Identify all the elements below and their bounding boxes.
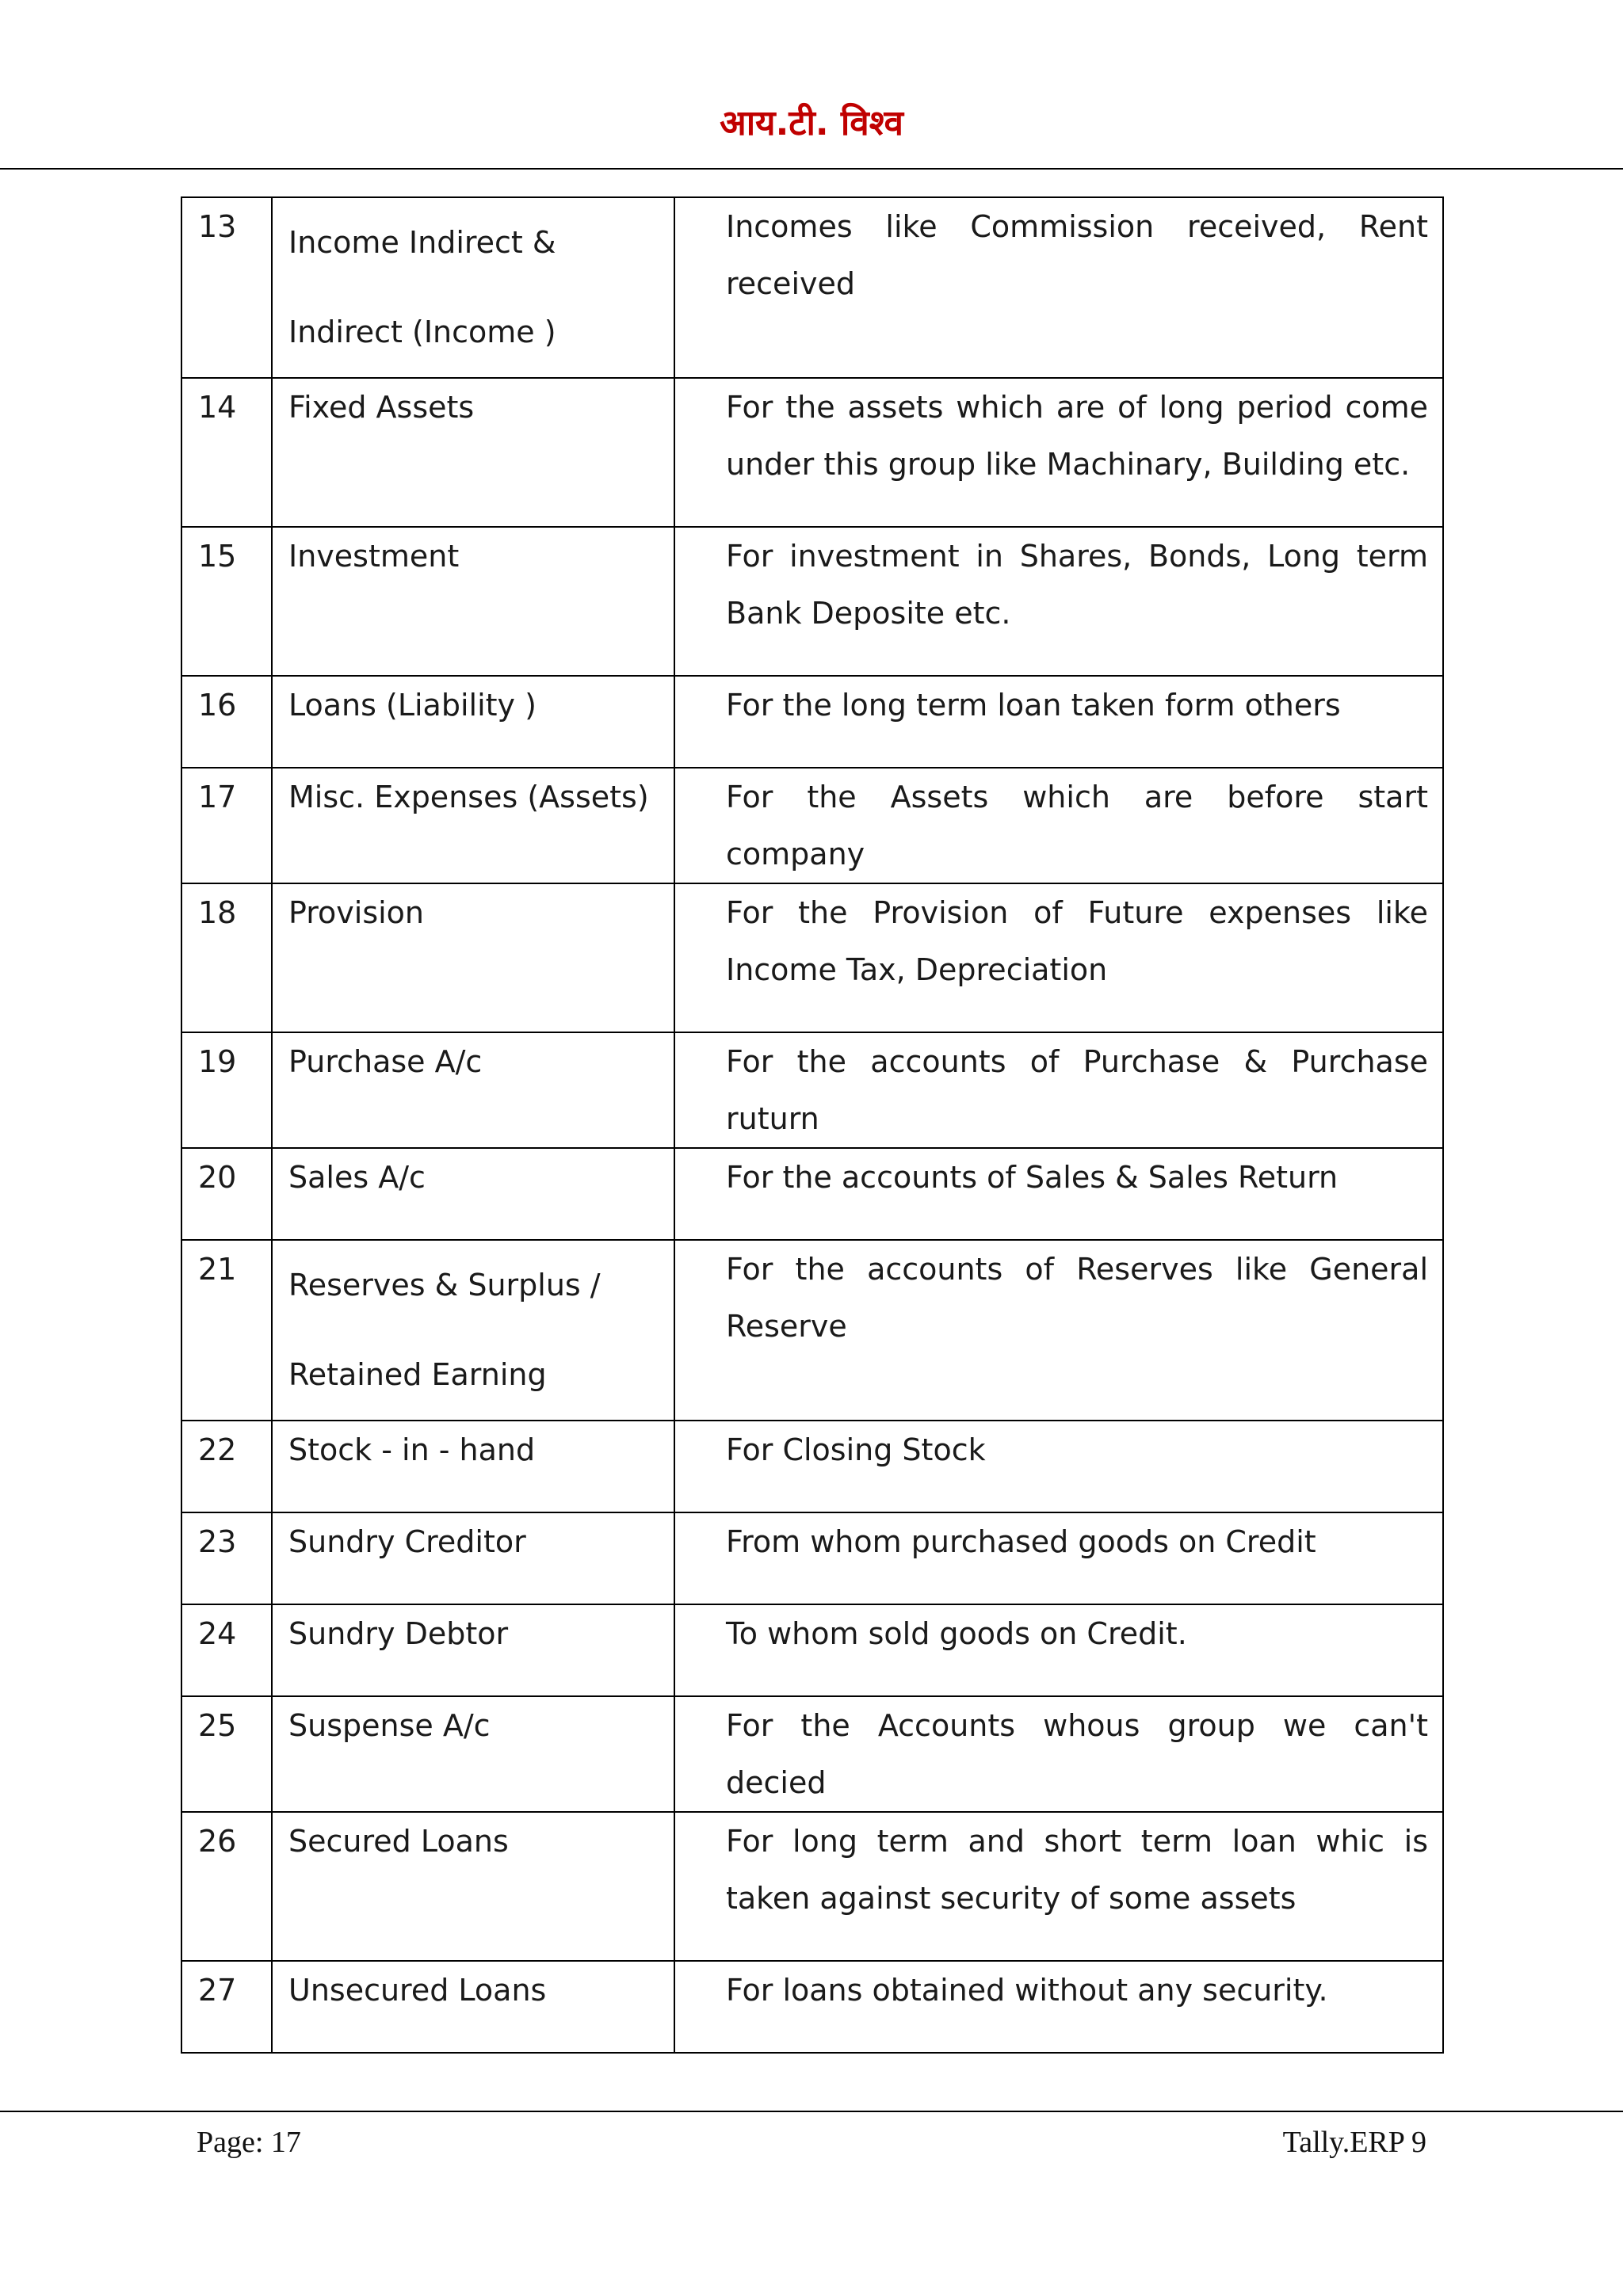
footer-divider <box>0 2111 1623 2112</box>
table-row <box>181 1696 1443 1812</box>
table-row <box>181 768 1443 883</box>
group-name <box>272 1240 674 1421</box>
header-title: आय.टी. विश्व <box>720 103 903 143</box>
group-name: Sundry Debtor <box>272 1604 674 1696</box>
row-number: 22 <box>181 1421 272 1512</box>
row-number: 17 <box>181 768 272 883</box>
table-row <box>181 1148 1443 1240</box>
group-description: For the accounts of Purchase & Purchase ruturn <box>674 1032 1443 1148</box>
table-row <box>181 1240 1443 1421</box>
group-description: For the assets which are of long period come under this group like Machinary, Building etc. <box>674 378 1443 527</box>
group-description: To whom sold goods on Credit. <box>674 1604 1443 1696</box>
group-description: For the Provision of Future expenses like Income Tax, Depreciation <box>674 883 1443 1032</box>
group-name: Fixed Assets <box>272 378 674 527</box>
account-groups-table <box>181 196 1444 2054</box>
table-row <box>181 527 1443 676</box>
group-name: Sundry Creditor <box>272 1512 674 1604</box>
table-row <box>181 1421 1443 1512</box>
group-description: Incomes like Commission received, Rent received <box>674 197 1443 378</box>
row-number: 24 <box>181 1604 272 1696</box>
table-row <box>181 197 1443 378</box>
group-name: Suspense A/c <box>272 1696 674 1812</box>
row-number: 15 <box>181 527 272 676</box>
group-name: Stock - in - hand <box>272 1421 674 1512</box>
table-row <box>181 1604 1443 1696</box>
header-divider <box>0 168 1623 170</box>
row-number: 16 <box>181 676 272 768</box>
row-number: 26 <box>181 1812 272 1961</box>
table-row <box>181 883 1443 1032</box>
row-number: 21 <box>181 1240 272 1421</box>
row-number: 27 <box>181 1961 272 2053</box>
group-name: Secured Loans <box>272 1812 674 1961</box>
group-name: Sales A/c <box>272 1148 674 1240</box>
group-name: Purchase A/c <box>272 1032 674 1148</box>
group-name: Loans (Liability ) <box>272 676 674 768</box>
table-row <box>181 1032 1443 1148</box>
row-number: 13 <box>181 197 272 378</box>
row-number: 19 <box>181 1032 272 1148</box>
group-name-line: Reserves & Surplus / <box>288 1268 601 1302</box>
group-name-line: Income Indirect & <box>288 225 556 260</box>
table-row <box>181 1961 1443 2053</box>
group-description: From whom purchased goods on Credit <box>674 1512 1443 1604</box>
group-description: For loans obtained without any security. <box>674 1961 1443 2053</box>
group-name-line: Retained Earning <box>288 1357 547 1392</box>
group-name: Unsecured Loans <box>272 1961 674 2053</box>
table-row <box>181 676 1443 768</box>
group-description: For the Assets which are before start company <box>674 768 1443 883</box>
group-description: For the long term loan taken form others <box>674 676 1443 768</box>
page-number: Page: 17 <box>197 2126 301 2159</box>
group-name-line: Indirect (Income ) <box>288 315 556 349</box>
table-row <box>181 1512 1443 1604</box>
group-name: Misc. Expenses (Assets) <box>272 768 674 883</box>
group-name: Provision <box>272 883 674 1032</box>
row-number: 20 <box>181 1148 272 1240</box>
group-description: For the accounts of Reserves like General Reserve <box>674 1240 1443 1421</box>
row-number: 23 <box>181 1512 272 1604</box>
footer-product-name: Tally.ERP 9 <box>1282 2126 1426 2159</box>
group-description: For the accounts of Sales & Sales Return <box>674 1148 1443 1240</box>
group-description: For investment in Shares, Bonds, Long term Bank Deposite etc. <box>674 527 1443 676</box>
group-description: For the Accounts whous group we can't decied <box>674 1696 1443 1812</box>
row-number: 18 <box>181 883 272 1032</box>
group-description: For Closing Stock <box>674 1421 1443 1512</box>
group-description: For long term and short term loan whic is taken against security of some assets <box>674 1812 1443 1961</box>
group-name <box>272 197 674 378</box>
group-name: Investment <box>272 527 674 676</box>
row-number: 14 <box>181 378 272 527</box>
table-row <box>181 1812 1443 1961</box>
row-number: 25 <box>181 1696 272 1812</box>
table-row <box>181 378 1443 527</box>
